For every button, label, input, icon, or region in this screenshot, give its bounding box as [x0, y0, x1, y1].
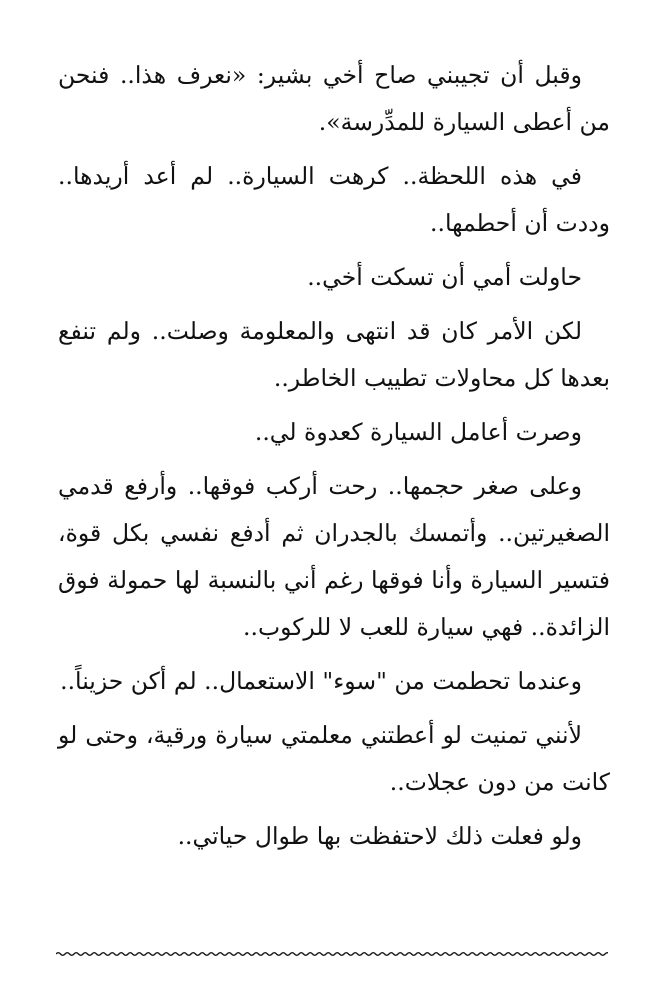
paragraph-5: وصرت أعامل السيارة كعدوة لي..	[254, 418, 582, 446]
paragraph-6: وعلى صغر حجمها.. رحت أركب فوقها.. وأرفع قدمي الصغيرتين.. وأتمسك بالجدران ثم أدفع نفسي بكل قوة، فتسير السيارة وأنا فوقها رغم أني بالنسبة لها حمولة فوق الزائدة.. فهي سيارة للعب لا للركوب..	[58, 472, 610, 641]
wavy-divider	[56, 947, 608, 961]
paragraph-9: ولو فعلت ذلك لاحتفظت بها طوال حياتي..	[177, 822, 582, 850]
paragraph-1: وقبل أن تجيبني صاح أخي بشير: «نعرف هذا.. فنحن من أعطى السيارة للمدِّرسة».	[58, 61, 610, 136]
paragraph-7: وعندما تحطمت من "سوء" الاستعمال.. لم أكن حزيناً..	[60, 667, 582, 695]
page-text	[58, 52, 610, 867]
paragraph-4: لكن الأمر كان قد انتهى والمعلومة وصلت.. ولم تنفع بعدها كل محاولات تطييب الخاطر..	[58, 317, 610, 392]
paragraph-8: لأنني تمنيت لو أعطتني معلمتي سيارة ورقية، وحتى لو كانت من دون عجلات..	[58, 721, 610, 796]
paragraph-2: في هذه اللحظة.. كرهت السيارة.. لم أعد أريدها.. وددت أن أحطمها..	[58, 162, 610, 237]
paragraph-3: حاولت أمي أن تسكت أخي..	[307, 263, 582, 291]
